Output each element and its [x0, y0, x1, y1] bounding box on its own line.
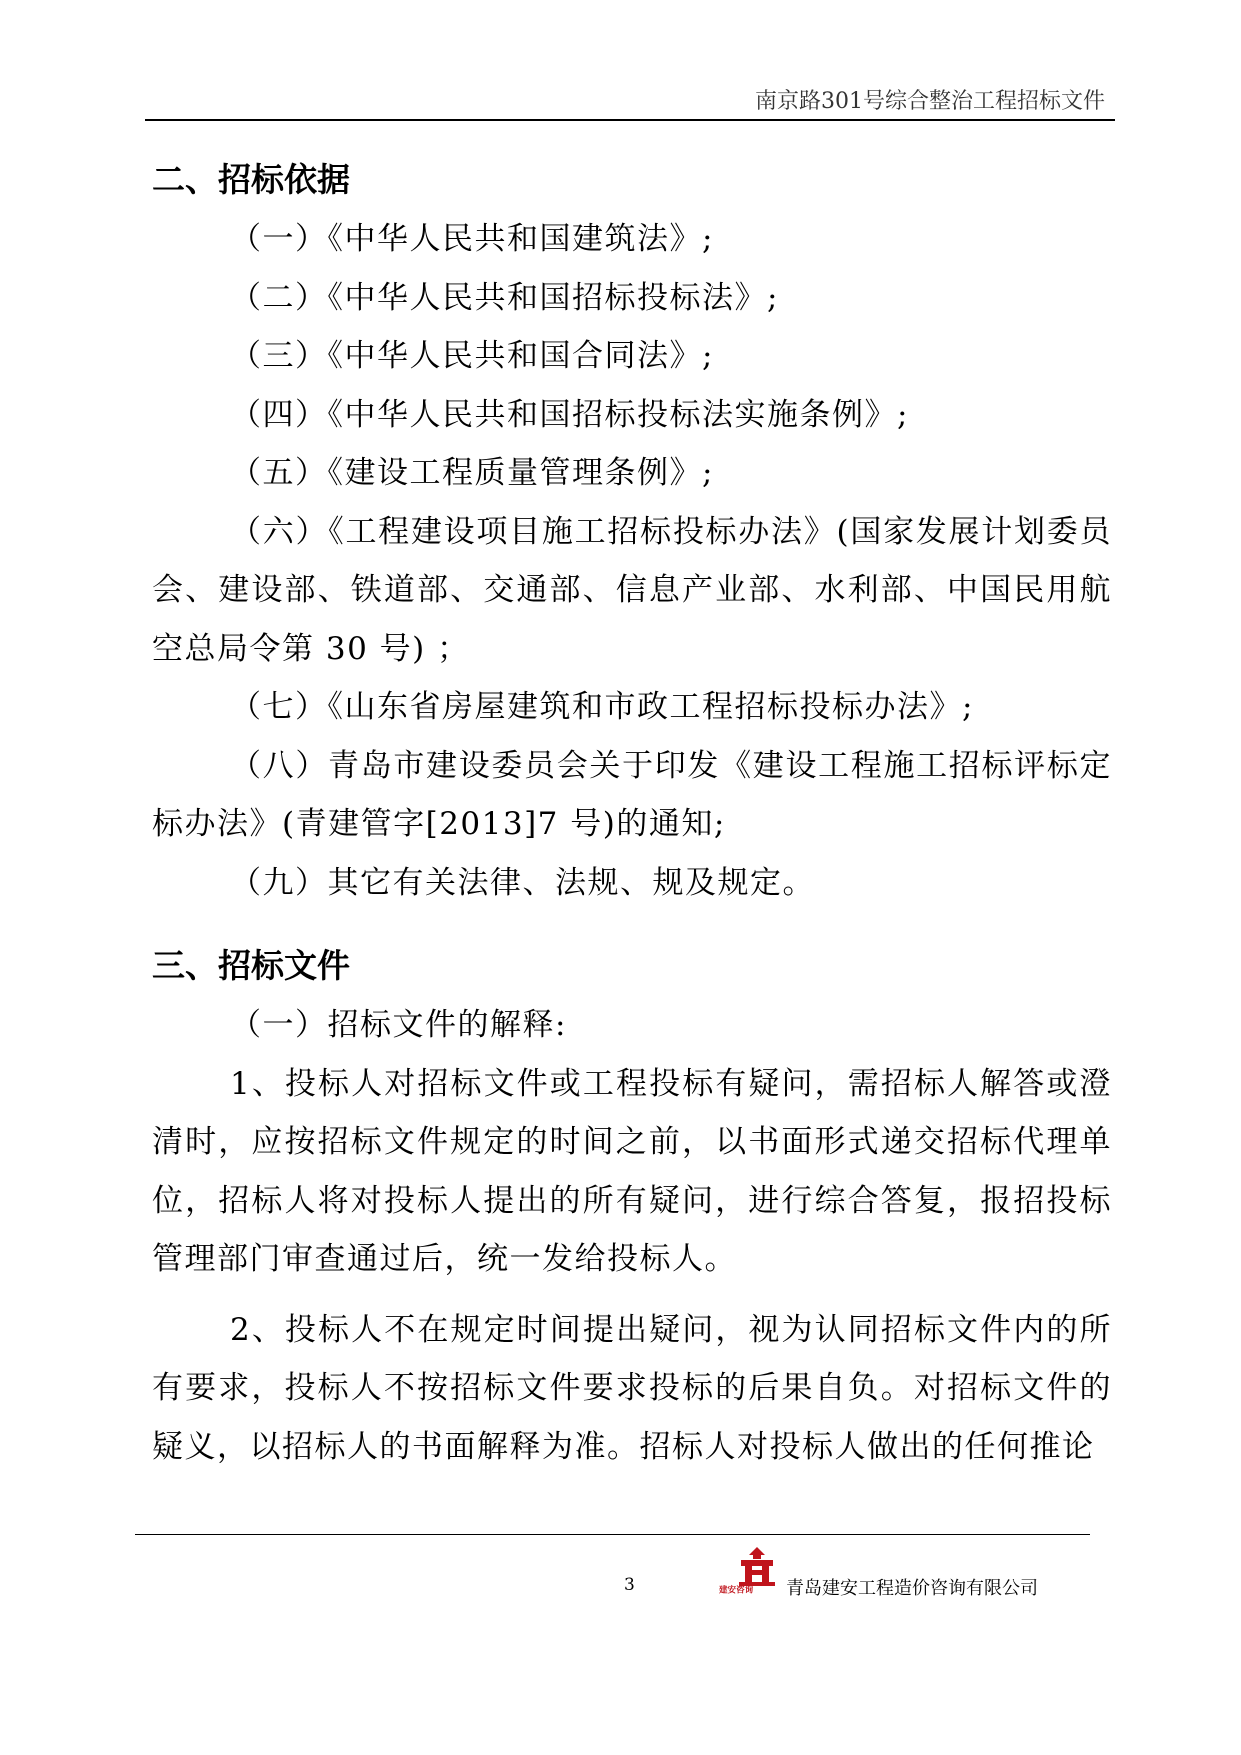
running-header: 南京路301号综合整治工程招标文件 [755, 89, 1105, 114]
header-rule [145, 119, 1115, 121]
paragraph: 1、投标人对招标文件或工程投标有疑问，需招标人解答或澄清时，应按招标文件规定的时间之前，以书面形式递交招标代理单位，招标人将对投标人提出的所有疑问，进行综合答复，报招投标管理部门审查通过后，统一发给投标人。 [152, 1065, 1112, 1277]
section-heading: 三、招标文件 [152, 946, 350, 985]
page-number: 3 [624, 1575, 635, 1595]
list-item: （六）《工程建设项目施工招标投标办法》(国家发展计划委员会、建设部、铁道部、交通部、信息产业部、水利部、中国民用航空总局令第 30 号) ； [152, 513, 1112, 667]
paragraph: （一）招标文件的解释: [230, 1007, 567, 1043]
paragraph: 2、投标人不在规定时间提出疑问，视为认同招标文件内的所有要求，投标人不按招标文件要求投标的后果自负。对招标文件的疑义，以招标人的书面解释为准。招标人对投标人做出的任何推论 [152, 1311, 1112, 1465]
list-item: （四）《中华人民共和国招标投标法实施条例》; [230, 396, 909, 433]
logo-text: 建安咨询 [719, 1585, 754, 1596]
company-name: 青岛建安工程造价咨询有限公司 [786, 1578, 1038, 1599]
tender-docs-paragraphs [152, 996, 1112, 1476]
list-item: （七）《山东省房屋建筑和市政工程招标投标办法》; [230, 689, 974, 725]
list-item: （五）《建设工程质量管理条例》; [230, 455, 714, 491]
list-item: （二）《中华人民共和国招标投标法》; [230, 279, 779, 316]
section-tender-docs [152, 936, 1112, 1476]
list-item: （三）《中华人民共和国合同法》; [230, 338, 714, 374]
list-item: （一）《中华人民共和国建筑法》; [230, 221, 714, 257]
document-body [152, 150, 1112, 1476]
list-item: （九）其它有关法律、法规、规及规定。 [230, 864, 815, 901]
section-heading: 二、招标依据 [152, 160, 350, 199]
section-basis [152, 150, 1112, 912]
basis-list [152, 210, 1112, 912]
list-item: （八）青岛市建设委员会关于印发《建设工程施工招标评标定标办法》(青建管字[2013]7 号)的通知; [152, 747, 1112, 842]
footer-rule [135, 1534, 1090, 1535]
